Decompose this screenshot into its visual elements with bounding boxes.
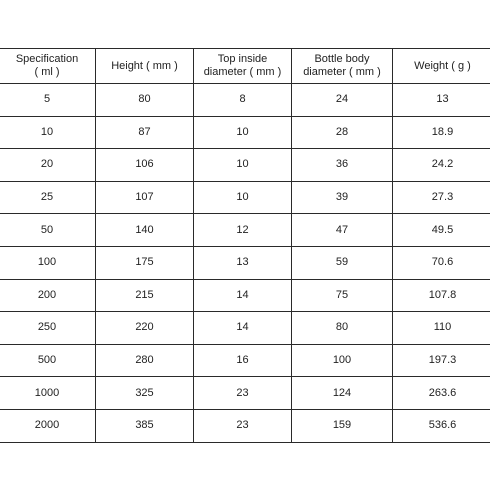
cell-height: 107 [96,181,194,214]
cell-specification: 50 [0,214,96,247]
cell-weight: 536.6 [393,409,490,442]
cell-specification: 20 [0,149,96,182]
cell-bottle-body-diameter: 47 [292,214,393,247]
cell-weight: 107.8 [393,279,490,312]
header-specification-line1: Specification [15,53,79,65]
cell-top-inside-diameter: 8 [194,84,292,117]
cell-specification: 250 [0,312,96,345]
table-row [0,377,490,410]
table-row [0,312,490,345]
table-row [0,181,490,214]
cell-height: 87 [96,116,194,149]
table-row [0,279,490,312]
cell-height: 140 [96,214,194,247]
table-header [0,49,490,84]
cell-height: 106 [96,149,194,182]
cell-top-inside-diameter: 10 [194,181,292,214]
cell-top-inside-diameter: 13 [194,246,292,279]
table-row [0,84,490,117]
cell-top-inside-diameter: 16 [194,344,292,377]
cell-bottle-body-diameter: 100 [292,344,393,377]
header-bottle-body-diameter [292,49,393,84]
header-row [0,49,490,84]
table-row [0,214,490,247]
cell-bottle-body-diameter: 39 [292,181,393,214]
header-specification-line2: ( ml ) [34,66,60,78]
header-specification [0,49,96,84]
cell-bottle-body-diameter: 159 [292,409,393,442]
cell-bottle-body-diameter: 24 [292,84,393,117]
cell-weight: 70.6 [393,246,490,279]
header-top-inside-diameter [194,49,292,84]
header-weight [393,49,490,84]
cell-bottle-body-diameter: 75 [292,279,393,312]
cell-top-inside-diameter: 14 [194,279,292,312]
cell-weight: 27.3 [393,181,490,214]
cell-top-inside-diameter: 14 [194,312,292,345]
cell-bottle-body-diameter: 36 [292,149,393,182]
cell-weight: 24.2 [393,149,490,182]
cell-top-inside-diameter: 23 [194,377,292,410]
cell-top-inside-diameter: 23 [194,409,292,442]
cell-height: 385 [96,409,194,442]
header-top-line2: diameter ( mm ) [203,66,282,78]
cell-specification: 200 [0,279,96,312]
table-row [0,116,490,149]
header-top-line1: Top inside [217,53,268,65]
cell-top-inside-diameter: 10 [194,149,292,182]
cell-height: 325 [96,377,194,410]
cell-specification: 10 [0,116,96,149]
cell-weight: 49.5 [393,214,490,247]
cell-weight: 110 [393,312,490,345]
header-height [96,49,194,84]
cell-specification: 25 [0,181,96,214]
cell-top-inside-diameter: 10 [194,116,292,149]
header-body-line1: Bottle body [314,53,370,65]
cell-bottle-body-diameter: 59 [292,246,393,279]
header-height-line1: Height ( mm ) [111,59,178,72]
table-row [0,246,490,279]
cell-height: 175 [96,246,194,279]
header-weight-line1: Weight ( g ) [414,59,471,72]
table-row [0,149,490,182]
cell-specification: 5 [0,84,96,117]
table-body [0,84,490,443]
cell-bottle-body-diameter: 80 [292,312,393,345]
cell-specification: 2000 [0,409,96,442]
header-body-line2: diameter ( mm ) [303,66,381,78]
cell-height: 220 [96,312,194,345]
cell-specification: 100 [0,246,96,279]
cell-top-inside-diameter: 12 [194,214,292,247]
table-row [0,344,490,377]
table-row [0,409,490,442]
cell-height: 215 [96,279,194,312]
cell-weight: 197.3 [393,344,490,377]
cell-weight: 18.9 [393,116,490,149]
specification-table [0,48,490,443]
cell-specification: 500 [0,344,96,377]
cell-bottle-body-diameter: 28 [292,116,393,149]
cell-height: 280 [96,344,194,377]
cell-specification: 1000 [0,377,96,410]
cell-weight: 13 [393,84,490,117]
cell-weight: 263.6 [393,377,490,410]
cell-height: 80 [96,84,194,117]
cell-bottle-body-diameter: 124 [292,377,393,410]
